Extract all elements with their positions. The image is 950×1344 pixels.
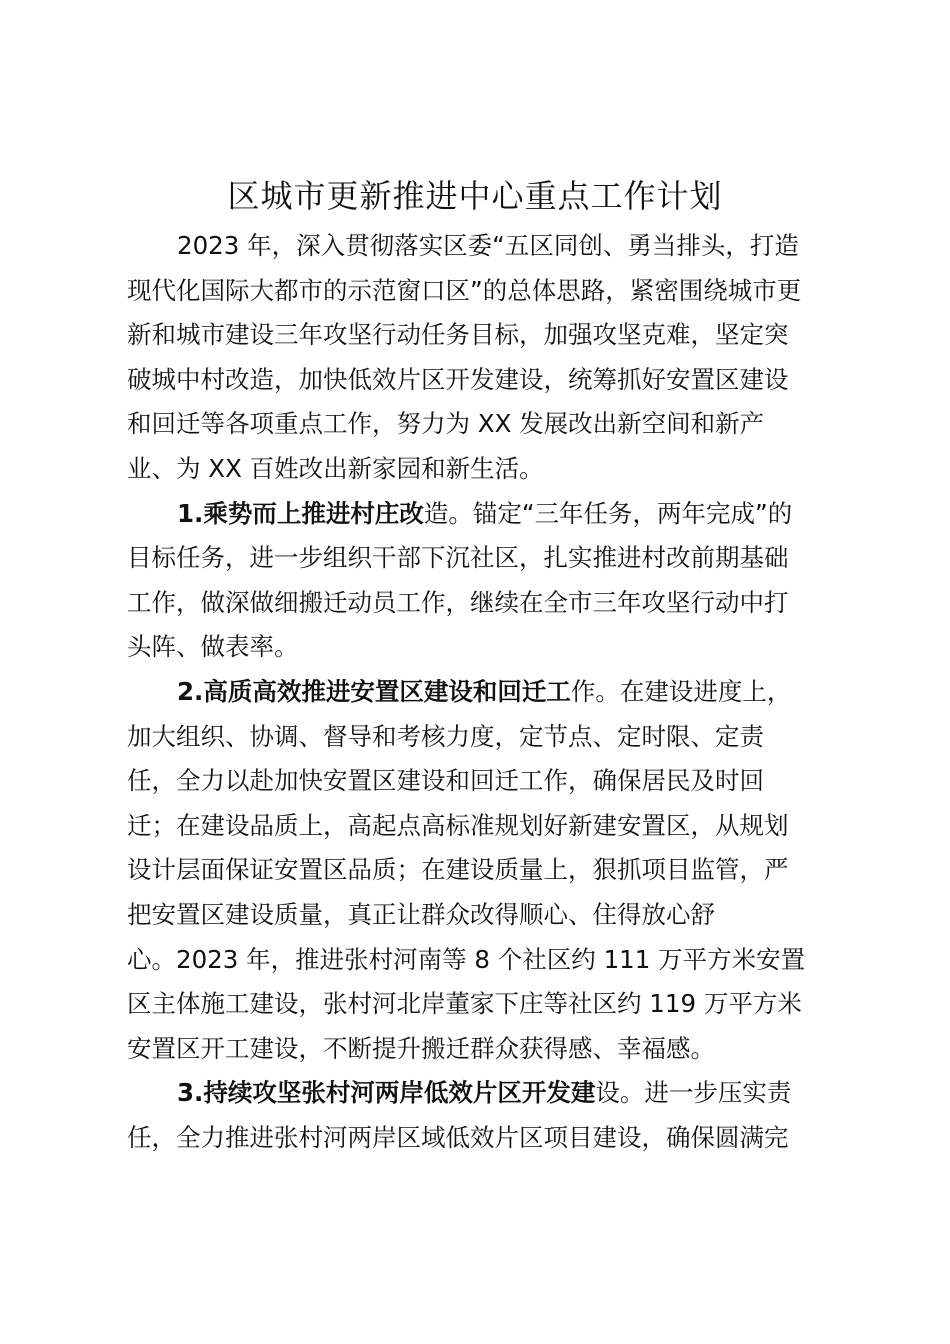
paragraph-line: 区主体施工建设，张村河北岸董家下庄等社区约 119 万平方米 bbox=[127, 989, 802, 1019]
document-title: 区城市更新推进中心重点工作计划 bbox=[227, 177, 723, 215]
paragraph-line: 目标任务，进一步组织干部下沉社区，扎实推进村改前期基础 bbox=[127, 543, 789, 573]
paragraph-line: 任，全力推进张村河两岸区域低效片区项目建设，确保圆满完 bbox=[127, 1122, 789, 1152]
paragraph-line: 新和城市建设三年攻坚行动任务目标，加强攻坚克难，坚定突 bbox=[127, 320, 789, 350]
section-text: 设。进一步压实责 bbox=[595, 1078, 792, 1108]
paragraph-line: 安置区开工建设，不断提升搬迁群众获得感、幸福感。 bbox=[127, 1033, 715, 1063]
paragraph-line: 设计层面保证安置区品质；在建设质量上，狠抓项目监管，严 bbox=[127, 855, 789, 885]
paragraph-line: 现代化国际大都市的示范窗口区”的总体思路，紧密围绕城市更 bbox=[127, 275, 802, 305]
section-first-line bbox=[127, 492, 827, 537]
section-heading: 2.高质高效推进安置区建设和回迁工 bbox=[177, 676, 571, 706]
paragraph-line: 迁；在建设品质上，高起点高标准规划好新建安置区，从规划 bbox=[127, 810, 789, 840]
paragraph-line: 加大组织、协调、督导和考核力度，定节点、定时限、定责 bbox=[127, 721, 764, 751]
paragraph-line: 工作，做深做细搬迁动员工作，继续在全市三年攻坚行动中打 bbox=[127, 587, 789, 617]
section-first-line bbox=[127, 1071, 827, 1116]
section-text: 造。锚定“三年任务，两年完成”的 bbox=[423, 498, 793, 528]
paragraph-line: 任，全力以赴加快安置区建设和回迁工作，确保居民及时回 bbox=[127, 766, 764, 796]
paragraph-line: 2023 年，深入贯彻落实区委“五区同创、勇当排头，打造 bbox=[177, 231, 799, 260]
paragraph-line: 破城中村改造，加快低效片区开发建设，统筹抓好安置区建设 bbox=[127, 364, 789, 394]
paragraph-line: 业、为 XX 百姓改出新家园和新生活。 bbox=[127, 453, 544, 483]
paragraph-line: 头阵、做表率。 bbox=[127, 632, 299, 662]
paragraph-line: 心。2023 年，推进张村河南等 8 个社区约 111 万平方米安置 bbox=[127, 944, 806, 974]
paragraph-line: 和回迁等各项重点工作，努力为 XX 发展改出新空间和新产 bbox=[127, 409, 765, 439]
section-heading: 1.乘势而上推进村庄改 bbox=[177, 498, 424, 528]
section-text: 作。在建设进度上， bbox=[570, 676, 792, 706]
section-heading: 3.持续攻坚张村河两岸低效片区开发建 bbox=[177, 1078, 596, 1108]
paragraph-line: 把安置区建设质量，真正让群众改得顺心、住得放心舒 bbox=[127, 899, 715, 929]
section-first-line bbox=[127, 670, 827, 715]
document-body bbox=[127, 224, 827, 1160]
